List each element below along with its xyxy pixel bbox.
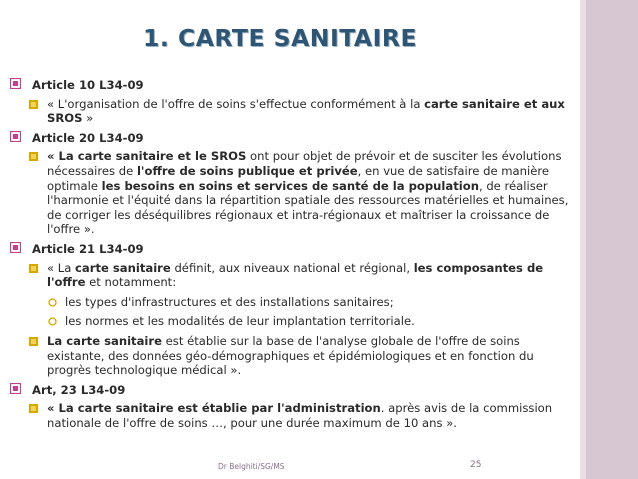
slide-body	[10, 78, 570, 435]
article-21-heading: Article 21 L34-09	[10, 242, 570, 257]
article-10-text: « L'organisation de l'offre de soins s'effectue conformément à la carte sanitaire et aux SROS »	[10, 97, 570, 126]
article-21-text-2: La carte sanitaire est établie sur la base de l'analyse globale de l'offre de soins existante, des données géo-démographiques et épidémiologiques et en fonction du progrès technologique médical ».	[10, 334, 570, 378]
article-21-subitem: les types d'infrastructures et des installations sanitaires;	[10, 295, 570, 310]
article-10-heading: Article 10 L34-09	[10, 78, 570, 93]
square-bullet-icon	[29, 401, 43, 413]
square-bullet-icon	[29, 334, 43, 346]
article-23-heading: Art, 23 L34-09	[10, 383, 570, 398]
slide-title: 1. CARTE SANITAIRE	[142, 24, 417, 52]
article-20-heading: Article 20 L34-09	[10, 131, 570, 146]
article-21-text: « La carte sanitaire définit, aux niveaux national et régional, les composantes de l'offre et notamment:	[10, 261, 570, 290]
circle-bullet-icon	[48, 314, 62, 326]
square-target-icon	[10, 78, 24, 89]
sidebar-edge-line	[580, 0, 586, 479]
square-target-icon	[10, 131, 24, 142]
circle-bullet-icon	[48, 295, 62, 307]
article-23-text: « La carte sanitaire est établie par l'administration. après avis de la commission nationale de l'offre de soins …, pour une durée maximum de 10 ans ».	[10, 401, 570, 430]
square-target-icon	[10, 383, 24, 394]
article-21-subitem: les normes et les modalités de leur implantation territoriale.	[10, 314, 570, 329]
square-bullet-icon	[29, 261, 43, 273]
right-decorative-sidebar	[580, 0, 638, 479]
article-20-text: « La carte sanitaire et le SROS ont pour objet de prévoir et de susciter les évolutions nécessaires de l'offre de soins publique et privée, en vue de satisfaire de manière optimale les besoins en soins et services de santé de la population, de réaliser l'harmonie et l'équité dans la répartition spatiale des ressources matérielles et humaines, de corriger les déséquilibres régionaux et intra-régionaux et maîtriser la croissance de l'offre ».	[10, 149, 570, 237]
footer-author: Dr Belghiti/SG/MS	[218, 462, 285, 471]
page-number: 25	[470, 460, 482, 470]
square-target-icon	[10, 242, 24, 253]
square-bullet-icon	[29, 149, 43, 161]
square-bullet-icon	[29, 97, 43, 109]
